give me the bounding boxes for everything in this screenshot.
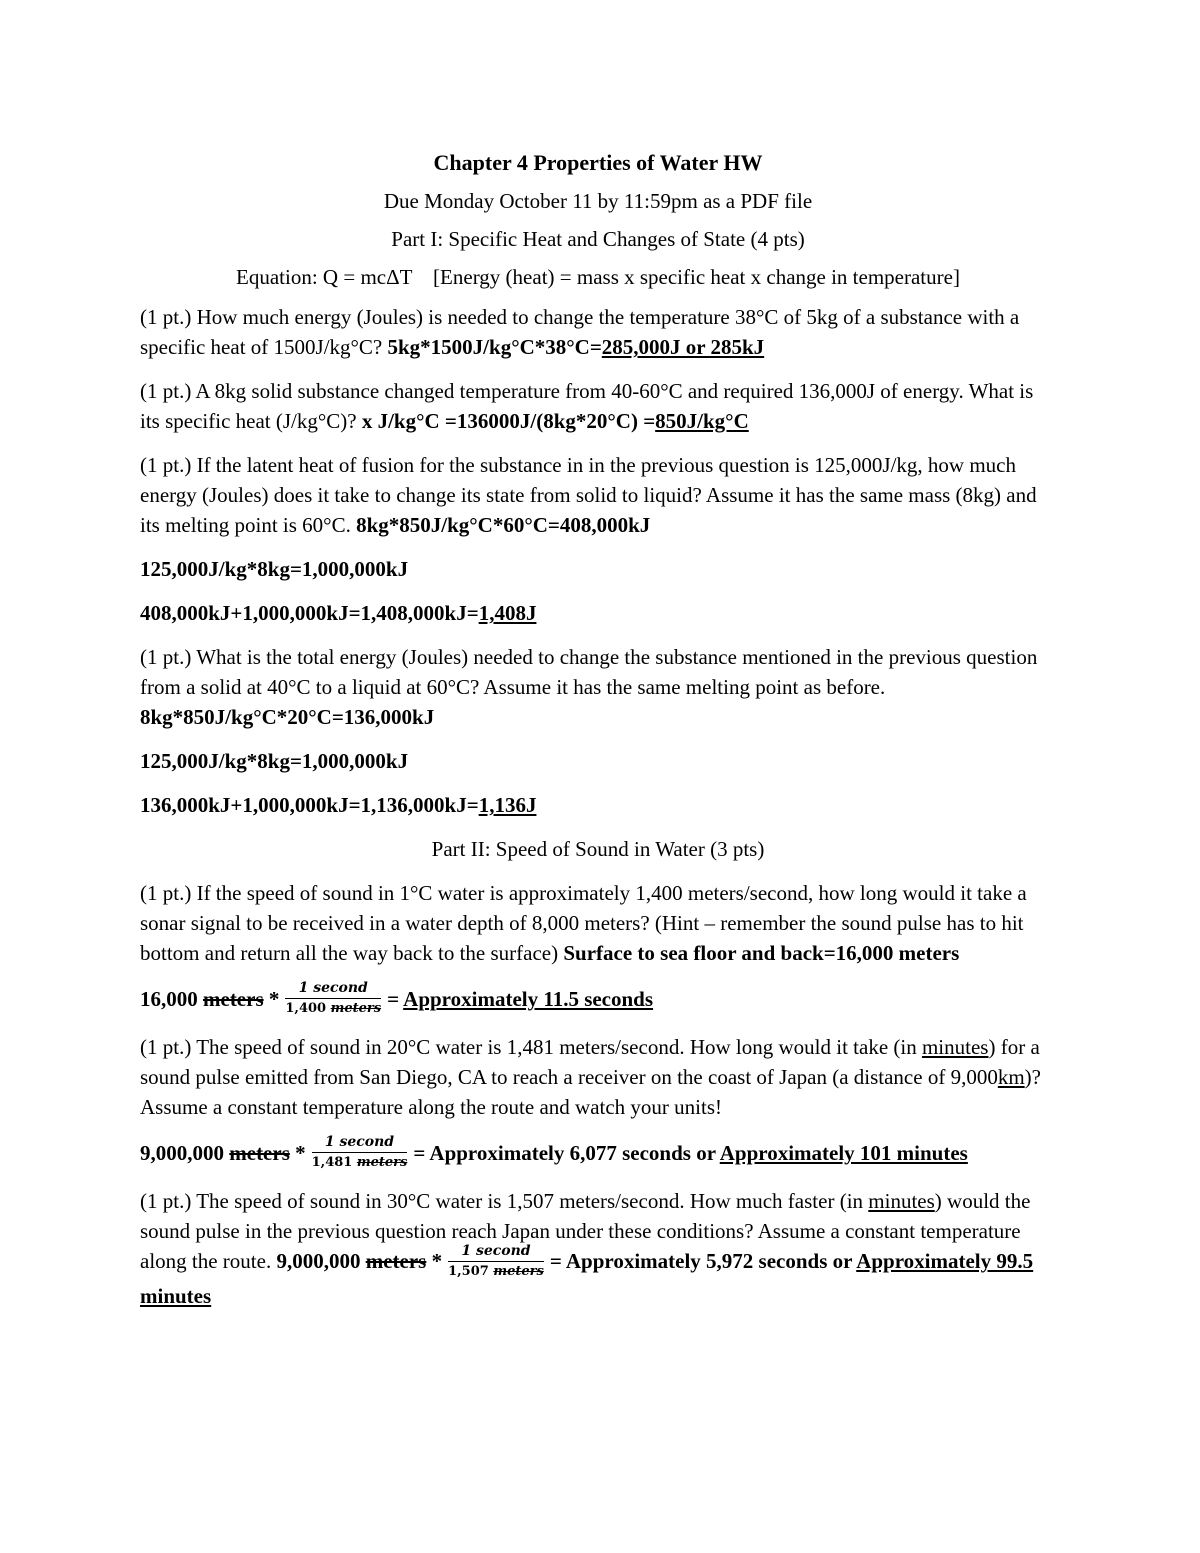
question-6-fraction — [312, 1135, 408, 1169]
question-6-calc — [140, 1136, 1056, 1172]
question-7-calc-times: * — [426, 1249, 443, 1274]
question-6 — [140, 1032, 1056, 1122]
question-1-answer-final: 285,000J or 285kJ — [601, 335, 765, 359]
question-5-equals: = — [387, 987, 404, 1011]
question-7-fraction — [448, 1244, 544, 1278]
denominator-value: 1,481 — [311, 1155, 357, 1171]
doc-title: Chapter 4 Properties of Water HW — [433, 150, 763, 175]
denominator-unit: meters — [330, 1001, 382, 1017]
question-7-calc-value: 9,000,000 — [276, 1249, 366, 1274]
question-5-answer-final: Approximately 11.5 seconds — [403, 987, 654, 1011]
question-6-calc-times: * — [289, 1141, 306, 1166]
question-4 — [140, 642, 1056, 732]
equation: Equation: Q = mcΔT [Energy (heat) = mass x specific heat x change in temperature] — [236, 265, 960, 289]
question-4-calc-2: 125,000J/kg*8kg=1,000,000kJ — [140, 749, 409, 773]
question-4-line-3 — [140, 790, 1056, 820]
due-date: Due Monday October 11 by 11:59pm as a PDF file — [383, 189, 813, 213]
question-6-calc-value: 9,000,000 — [140, 1141, 230, 1166]
question-3-calc-2: 125,000J/kg*8kg=1,000,000kJ — [140, 557, 409, 581]
question-4-text: (1 pt.) What is the total energy (Joules) needed to change the substance mentioned in the previous question from a solid at 40°C to a liquid at 60°C? Assume it has the same melting point as before. — [140, 645, 1038, 699]
question-3-text: (1 pt.) If the latent heat of fusion for the substance in in the previous question is 125,000J/kg, how much energy (Joules) does it take to change its state from solid to liquid? Assume it has the same mass (8kg) and its melting point is 60°C. — [140, 453, 1037, 537]
question-6-underline-2: km — [997, 1065, 1025, 1090]
question-3-calc-3: 408,000kJ+1,000,000kJ=1,408,000kJ= — [140, 601, 479, 625]
question-5-calc — [140, 982, 1056, 1018]
question-3-line-2 — [140, 554, 1056, 584]
question-1-answer: 5kg*1500J/kg°C*38°C= — [387, 335, 602, 359]
question-7-calc-unit: meters — [365, 1249, 427, 1274]
fraction-numerator: 1 second — [448, 1244, 544, 1262]
question-2 — [140, 376, 1056, 436]
denominator-unit: meters — [493, 1263, 544, 1279]
denominator-value: 1,400 — [285, 1001, 331, 1017]
part2-heading: Part II: Speed of Sound in Water (3 pts) — [431, 837, 765, 861]
question-6-answer-final: Approximately 101 minutes — [719, 1141, 968, 1166]
question-6-underline: minutes — [921, 1035, 989, 1060]
fraction-numerator: 1 second — [285, 981, 381, 999]
denominator-unit: meters — [356, 1155, 408, 1171]
question-6-text-3: )? Assume a constant temperature along the route and watch your units! — [140, 1065, 1041, 1120]
question-2-text: (1 pt.) A 8kg solid substance changed temperature from 40-60°C and required 136,000J of energy. What is its specific heat (J/kg°C)? — [140, 379, 1034, 433]
question-6-equals: = Approximately 6,077 seconds or — [413, 1141, 720, 1166]
question-7 — [140, 1186, 1056, 1310]
fraction-denominator — [285, 999, 381, 1015]
question-5-answer: Surface to sea floor and back=16,000 meters — [563, 941, 960, 965]
question-4-calc-3: 136,000kJ+1,000,000kJ=1,136,000kJ= — [140, 793, 479, 817]
question-5-calc-value: 16,000 — [140, 987, 203, 1011]
question-4-answer-final: 1,136J — [478, 793, 537, 817]
question-1 — [140, 302, 1056, 362]
fraction-numerator: 1 second — [312, 1135, 408, 1153]
question-7-text-2: ) would the sound pulse in the previous question reach Japan under these conditions? Assume a constant temperature along the route. — [140, 1189, 1031, 1274]
question-3-line-3 — [140, 598, 1056, 628]
question-3-answer-final: 1,408J — [478, 601, 537, 625]
question-7-answer-final: Approximately 99.5 minutes — [140, 1249, 1034, 1308]
question-5-calc-times: * — [263, 987, 280, 1011]
question-3 — [140, 450, 1056, 540]
question-5 — [140, 878, 1056, 968]
question-5-calc-unit: meters — [203, 987, 264, 1011]
question-6-calc-unit: meters — [229, 1141, 290, 1166]
part1-heading: Part I: Specific Heat and Changes of State (4 pts) — [391, 227, 805, 251]
fraction-denominator — [448, 1262, 544, 1278]
question-7-underline: minutes — [868, 1189, 935, 1214]
question-4-line-2 — [140, 746, 1056, 776]
question-7-equals: = Approximately 5,972 seconds or — [549, 1249, 857, 1274]
fraction-denominator — [312, 1153, 408, 1169]
question-2-answer: x J/kg°C =136000J/(8kg*20°C) = — [361, 409, 656, 433]
question-7-text: (1 pt.) The speed of sound in 30°C water is 1,507 meters/second. How much faster (in — [140, 1189, 869, 1214]
question-2-answer-final: 850J/kg°C — [655, 409, 749, 433]
question-4-answer: 8kg*850J/kg°C*20°C=136,000kJ — [140, 705, 435, 729]
question-3-answer: 8kg*850J/kg°C*60°C=408,000kJ — [356, 513, 651, 537]
question-5-fraction — [285, 981, 381, 1015]
question-1-text: (1 pt.) How much energy (Joules) is needed to change the temperature 38°C of 5kg of a substance with a specific heat of 1500J/kg°C? — [140, 305, 1020, 359]
question-6-text-2: ) for a sound pulse emitted from San Diego, CA to reach a receiver on the coast of Japan (a distance of 9,000 — [140, 1035, 1040, 1090]
document-body — [140, 148, 1056, 1325]
question-6-text: (1 pt.) The speed of sound in 20°C water is 1,481 meters/second. How long would it take (in — [140, 1035, 922, 1060]
denominator-value: 1,507 — [448, 1263, 494, 1279]
question-5-text: (1 pt.) If the speed of sound in 1°C water is approximately 1,400 meters/second, how long would it take a sonar signal to be received in a water depth of 8,000 meters? (Hint – remember the sound pulse has to hit bottom and return all the way back to the surface) — [140, 881, 1027, 965]
